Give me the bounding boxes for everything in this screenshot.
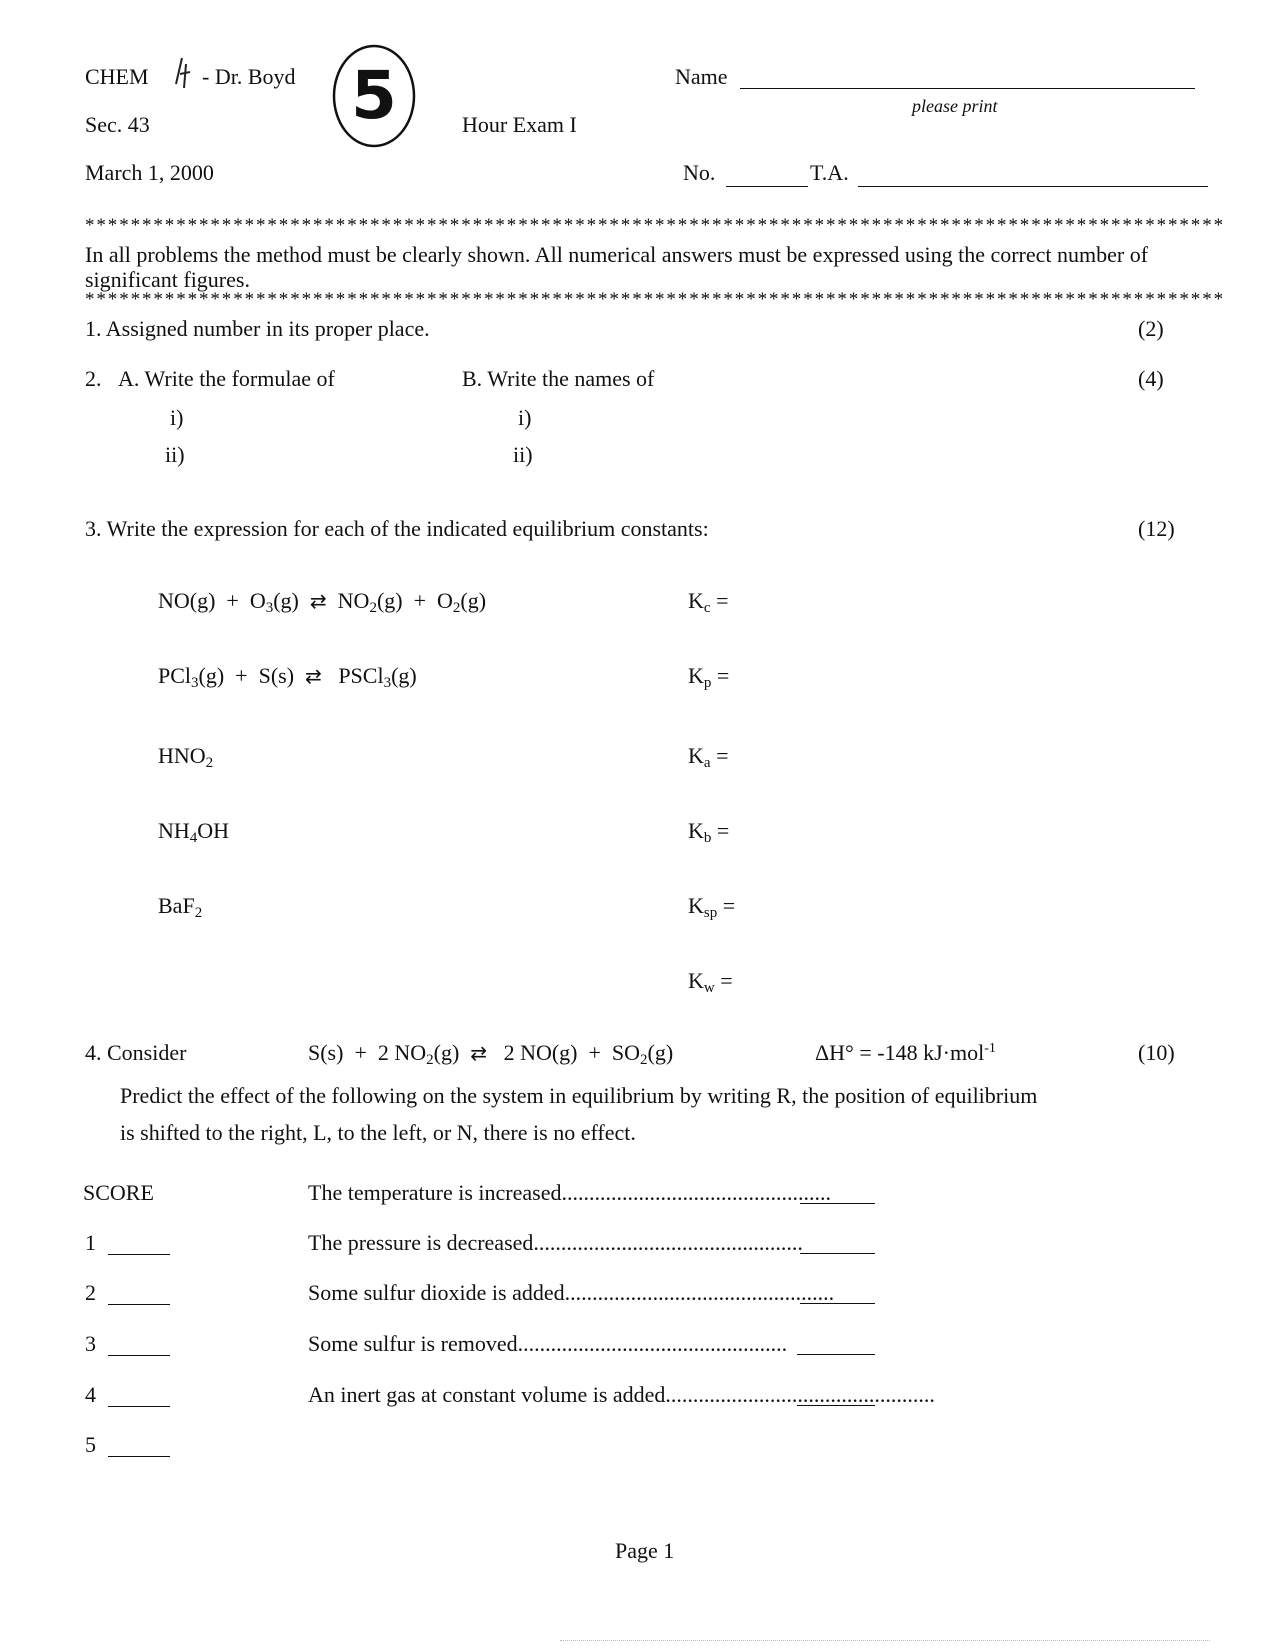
question-4-points: (10) <box>1138 1040 1175 1065</box>
equation-no-o3: $NO(g) + O_3(g)$ ⇄ $NO_2(g) + O_2(g)$ <box>158 588 487 616</box>
score-blank-3[interactable] <box>108 1355 170 1356</box>
q4-item-inert-gas: An inert gas at constant volume is added................................................. <box>308 1382 935 1407</box>
instructor: - Dr. Boyd <box>202 64 296 89</box>
q4-item-temperature-text: The temperature is increased <box>308 1180 562 1205</box>
instructions: In all problems the method must be clearly shown. All numerical answers must be expressed using the correct number of significant figures. <box>85 242 1149 292</box>
q4-answer-temperature[interactable] <box>800 1203 875 1204</box>
score-row-3: 3 <box>85 1331 96 1356</box>
q2a-item-i: i) <box>170 405 184 430</box>
q4-item-pressure-text: The pressure is decreased <box>308 1230 534 1255</box>
kc-label: $K_c$ = <box>688 588 729 616</box>
star-divider-bottom: **************************************************************************************************** <box>85 289 1225 310</box>
section: Sec. 43 <box>85 112 150 137</box>
q2b-item-i: i) <box>518 405 532 430</box>
page-number: Page 1 <box>615 1538 675 1563</box>
course-number-scribble <box>172 52 198 92</box>
handwritten-score-digit: 5 <box>351 57 397 134</box>
q4-item-pressure: The pressure is decreased................................................. <box>308 1230 803 1255</box>
question-2-points: (4) <box>1138 366 1164 391</box>
question-2b: B. Write the names of <box>462 366 655 391</box>
star-divider-top: **************************************************************************************************** <box>85 215 1225 236</box>
kb-label: $K_b$ = <box>688 818 730 846</box>
name-field-line[interactable] <box>740 88 1195 89</box>
kp-label: $K_p$ = <box>688 663 730 691</box>
scan-noise <box>560 1640 1210 1641</box>
species-hno2: $HNO_2$ <box>158 743 214 771</box>
q4-answer-sulfur[interactable] <box>797 1354 875 1355</box>
question-1-points: (2) <box>1138 316 1164 341</box>
species-baf2: BaF$_2$ <box>158 893 203 921</box>
ksp-label: $K_{sp}$ = <box>688 893 736 921</box>
kw-label: $K_w$ = <box>688 968 733 996</box>
q4-item-sulfur-dioxide: Some sulfur dioxide is added................................................. <box>308 1280 835 1305</box>
q2b-item-ii: ii) <box>513 442 533 467</box>
student-number-label: No. <box>683 160 716 185</box>
question-2a: A. Write the formulae of <box>118 366 335 391</box>
question-2-number: 2. <box>85 366 102 391</box>
score-row-2: 2 <box>85 1280 96 1305</box>
handwritten-score-mark <box>322 38 432 158</box>
name-hint: please print <box>912 96 998 116</box>
q4-item-sulfur-dioxide-text: Some sulfur dioxide is added <box>308 1280 565 1305</box>
question-4-predict-line2: is shifted to the right, L, to the left, or N, there is no effect. <box>120 1120 636 1145</box>
question-4-label: 4. Consider <box>85 1040 187 1065</box>
ta-field-line[interactable] <box>858 186 1208 187</box>
species-nh4oh: $NH_4OH$ <box>158 818 230 846</box>
q4-item-sulfur-text: Some sulfur is removed <box>308 1331 518 1356</box>
score-blank-4[interactable] <box>108 1406 170 1407</box>
q4-answer-sulfur-dioxide[interactable] <box>800 1303 875 1304</box>
score-blank-5[interactable] <box>108 1456 170 1457</box>
question-4-reaction: S(s) + 2 $NO_2(g)$ ⇄ 2 $NO(g) + SO_2(g)$ <box>308 1040 674 1068</box>
score-blank-2[interactable] <box>108 1304 170 1305</box>
exam-date: March 1, 2000 <box>85 160 214 185</box>
score-label: SCORE <box>83 1180 154 1205</box>
name-label: Name <box>675 64 728 89</box>
score-row-1: 1 <box>85 1230 96 1255</box>
question-1: 1. Assigned number in its proper place. <box>85 316 430 341</box>
q4-item-temperature: The temperature is increased................................................. <box>308 1180 831 1205</box>
q4-item-inert-gas-text: An inert gas at constant volume is added <box>308 1382 666 1407</box>
ta-label: T.A. <box>810 160 849 185</box>
score-row-5: 5 <box>85 1432 96 1457</box>
equation-pcl3-s: PCl$_3$(g) + S(s) ⇄ PSCl$_3$(g) <box>158 663 417 691</box>
q4-item-sulfur: Some sulfur is removed................................................. <box>308 1331 788 1356</box>
ka-label: $K_a$ = <box>688 743 729 771</box>
exam-title: Hour Exam I <box>462 112 577 137</box>
q4-answer-inert-gas[interactable] <box>797 1405 875 1406</box>
question-4-predict-line1: Predict the effect of the following on the system in equilibrium by writing R, the position of equilibrium <box>120 1083 1038 1108</box>
course-code: CHEM <box>85 64 149 89</box>
question-3-points: (12) <box>1138 516 1175 541</box>
q2a-item-ii: ii) <box>165 442 185 467</box>
score-row-4: 4 <box>85 1382 96 1407</box>
q4-answer-pressure[interactable] <box>800 1253 875 1254</box>
student-number-field-line[interactable] <box>726 186 808 187</box>
question-4-enthalpy: ΔH° = -148 kJ·mol$^{-1}$ <box>815 1040 996 1065</box>
score-blank-1[interactable] <box>108 1254 170 1255</box>
question-3: 3. Write the expression for each of the indicated equilibrium constants: <box>85 516 709 541</box>
